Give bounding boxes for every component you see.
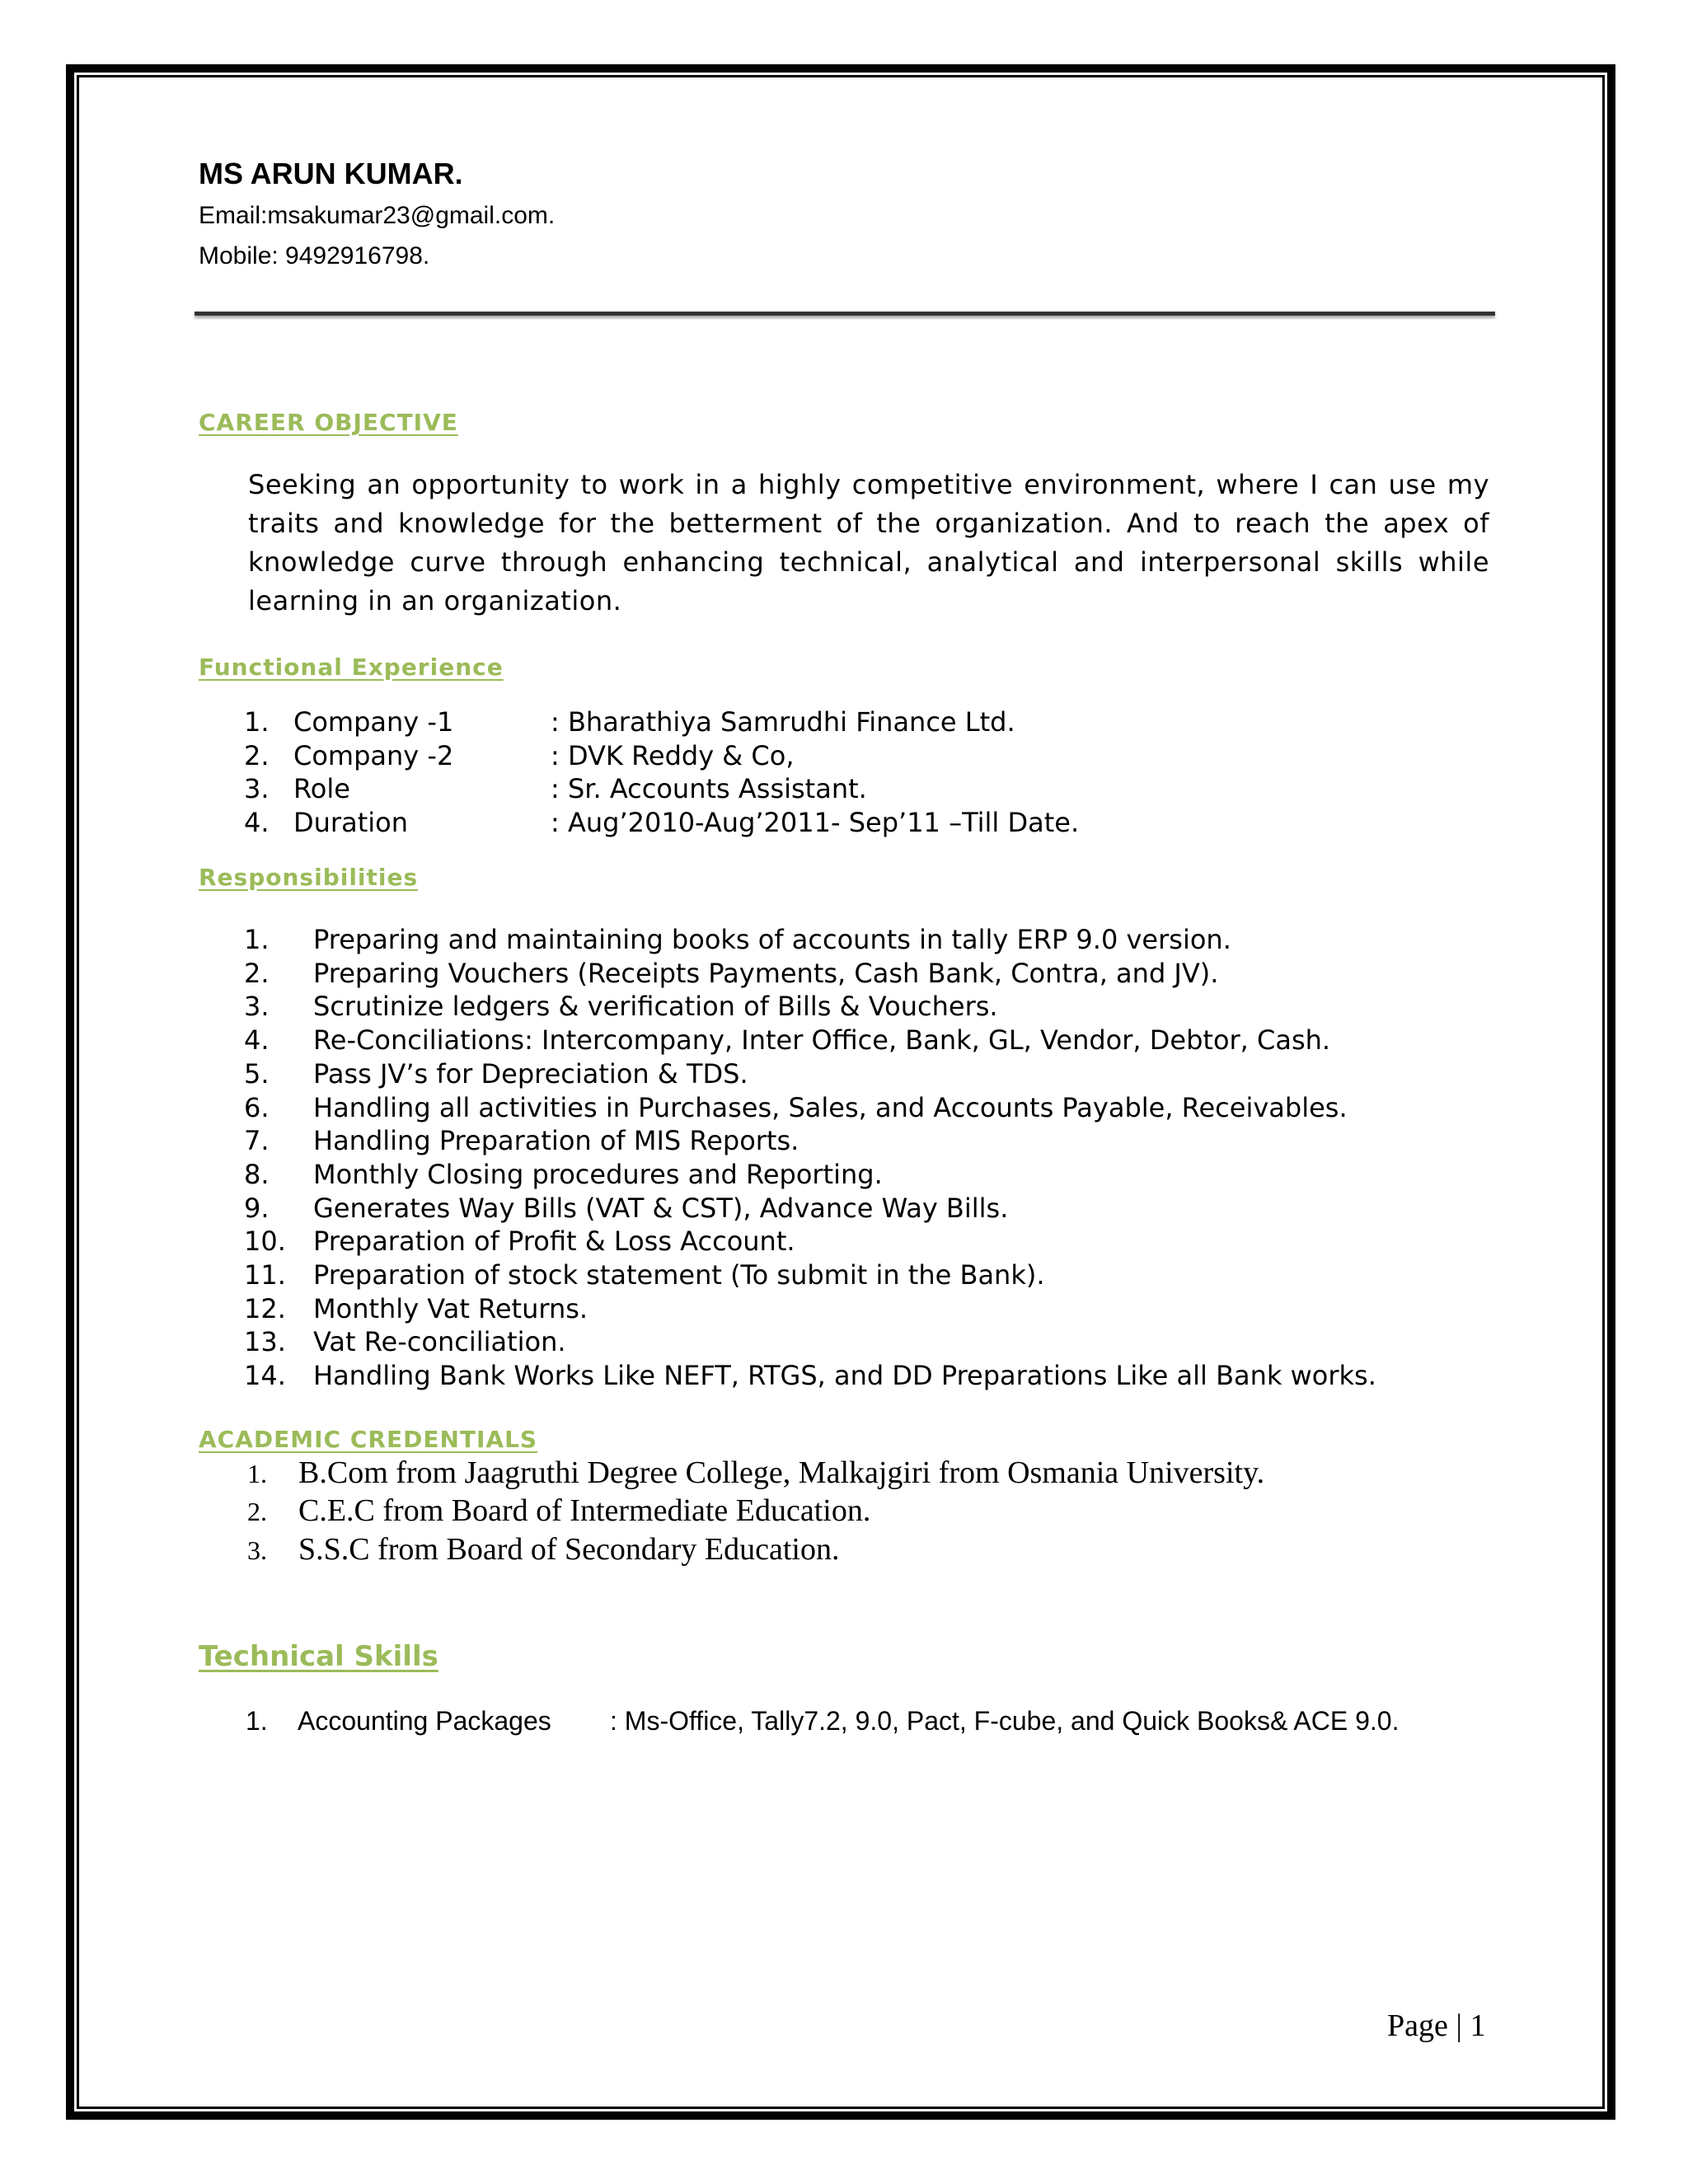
- responsibility-text: Generates Way Bills (VAT & CST), Advance Way Bills.: [313, 1193, 1009, 1224]
- page-number: Page | 1: [1387, 2008, 1486, 2043]
- experience-item-label: Company -1: [293, 706, 454, 738]
- responsibility-number: 11.: [244, 1259, 286, 1291]
- experience-item-value: : Bharathiya Samrudhi Finance Ltd.: [551, 706, 1015, 738]
- academic-credentials-heading: ACADEMIC CREDENTIALS: [199, 1426, 538, 1453]
- candidate-name: MS ARUN KUMAR.: [199, 157, 463, 190]
- responsibility-number: 10.: [244, 1226, 286, 1257]
- experience-item-value: : DVK Reddy & Co,: [551, 740, 795, 771]
- responsibility-number: 2.: [244, 958, 270, 989]
- experience-item-number: 3.: [244, 773, 270, 804]
- technical-skill-number: 1.: [246, 1706, 268, 1736]
- experience-item-label: Duration: [293, 807, 408, 838]
- experience-item-value: : Sr. Accounts Assistant.: [551, 773, 867, 804]
- career-objective-text: Seeking an opportunity to work in a highly competitive environment, where I can use my traits and knowledge for the betterment of the organization. And to reach the apex of knowledge curve through enhancing technical, analytical and interpersonal skills while learning in an organization.: [248, 469, 1489, 616]
- responsibility-number: 14.: [244, 1360, 286, 1391]
- academic-text: B.Com from Jaagruthi Degree College, Malkajgiri from Osmania University.: [298, 1455, 1265, 1490]
- responsibility-number: 5.: [244, 1058, 270, 1090]
- responsibility-text: Handling Preparation of MIS Reports.: [313, 1125, 799, 1156]
- responsibility-text: Preparing and maintaining books of accounts in tally ERP 9.0 version.: [313, 924, 1231, 955]
- academic-number: 3.: [247, 1535, 267, 1565]
- responsibility-number: 7.: [244, 1125, 270, 1156]
- functional-experience-heading: Functional Experience: [199, 654, 504, 681]
- responsibility-text: Preparing Vouchers (Receipts Payments, Cash Bank, Contra, and JV).: [313, 958, 1219, 989]
- responsibility-text: Pass JV’s for Depreciation & TDS.: [313, 1058, 748, 1090]
- experience-item-value: : Aug’2010-Aug’2011- Sep’11 –Till Date.: [551, 807, 1080, 838]
- academic-text: S.S.C from Board of Secondary Education.: [298, 1532, 840, 1567]
- responsibilities-heading: Responsibilities: [199, 864, 419, 891]
- experience-item-number: 1.: [244, 706, 270, 738]
- experience-item-number: 4.: [244, 807, 270, 838]
- responsibility-number: 8.: [244, 1159, 270, 1190]
- responsibility-number: 12.: [244, 1293, 286, 1324]
- technical-skill-label: Accounting Packages: [298, 1706, 551, 1736]
- responsibility-number: 4.: [244, 1024, 270, 1056]
- experience-item-label: Role: [293, 773, 350, 804]
- responsibility-number: 13.: [244, 1326, 286, 1357]
- responsibility-text: Handling all activities in Purchases, Sales, and Accounts Payable, Receivables.: [313, 1092, 1348, 1123]
- responsibility-text: Preparation of stock statement (To submit in the Bank).: [313, 1259, 1045, 1291]
- responsibility-number: 9.: [244, 1193, 270, 1224]
- responsibility-text: Monthly Closing procedures and Reporting.: [313, 1159, 883, 1190]
- responsibility-number: 6.: [244, 1092, 270, 1123]
- responsibility-text: Re-Conciliations: Intercompany, Inter Office, Bank, GL, Vendor, Debtor, Cash.: [313, 1024, 1331, 1056]
- technical-skill-value: : Ms-Office, Tally7.2, 9.0, Pact, F-cube, and Quick Books& ACE 9.0.: [610, 1706, 1400, 1736]
- responsibility-number: 3.: [244, 991, 270, 1022]
- responsibility-text: Preparation of Profit & Loss Account.: [313, 1226, 795, 1257]
- academic-text: C.E.C from Board of Intermediate Education.: [298, 1493, 871, 1528]
- academic-number: 2.: [247, 1497, 267, 1526]
- responsibility-text: Scrutinize ledgers & verification of Bills & Vouchers.: [313, 991, 998, 1022]
- technical-skills-heading: Technical Skills: [199, 1640, 438, 1673]
- responsibility-text: Vat Re-conciliation.: [313, 1326, 566, 1357]
- career-objective-heading: CAREER OBJECTIVE: [199, 409, 458, 436]
- header-divider: [195, 312, 1495, 316]
- email-text: Email:msakumar23@gmail.com.: [199, 202, 556, 229]
- experience-item-label: Company -2: [293, 740, 454, 771]
- academic-number: 1.: [247, 1459, 267, 1488]
- experience-item-number: 2.: [244, 740, 270, 771]
- responsibility-number: 1.: [244, 924, 270, 955]
- responsibility-text: Monthly Vat Returns.: [313, 1293, 588, 1324]
- mobile-text: Mobile: 9492916798.: [199, 242, 430, 269]
- responsibility-text: Handling Bank Works Like NEFT, RTGS, and DD Preparations Like all Bank works.: [313, 1360, 1376, 1391]
